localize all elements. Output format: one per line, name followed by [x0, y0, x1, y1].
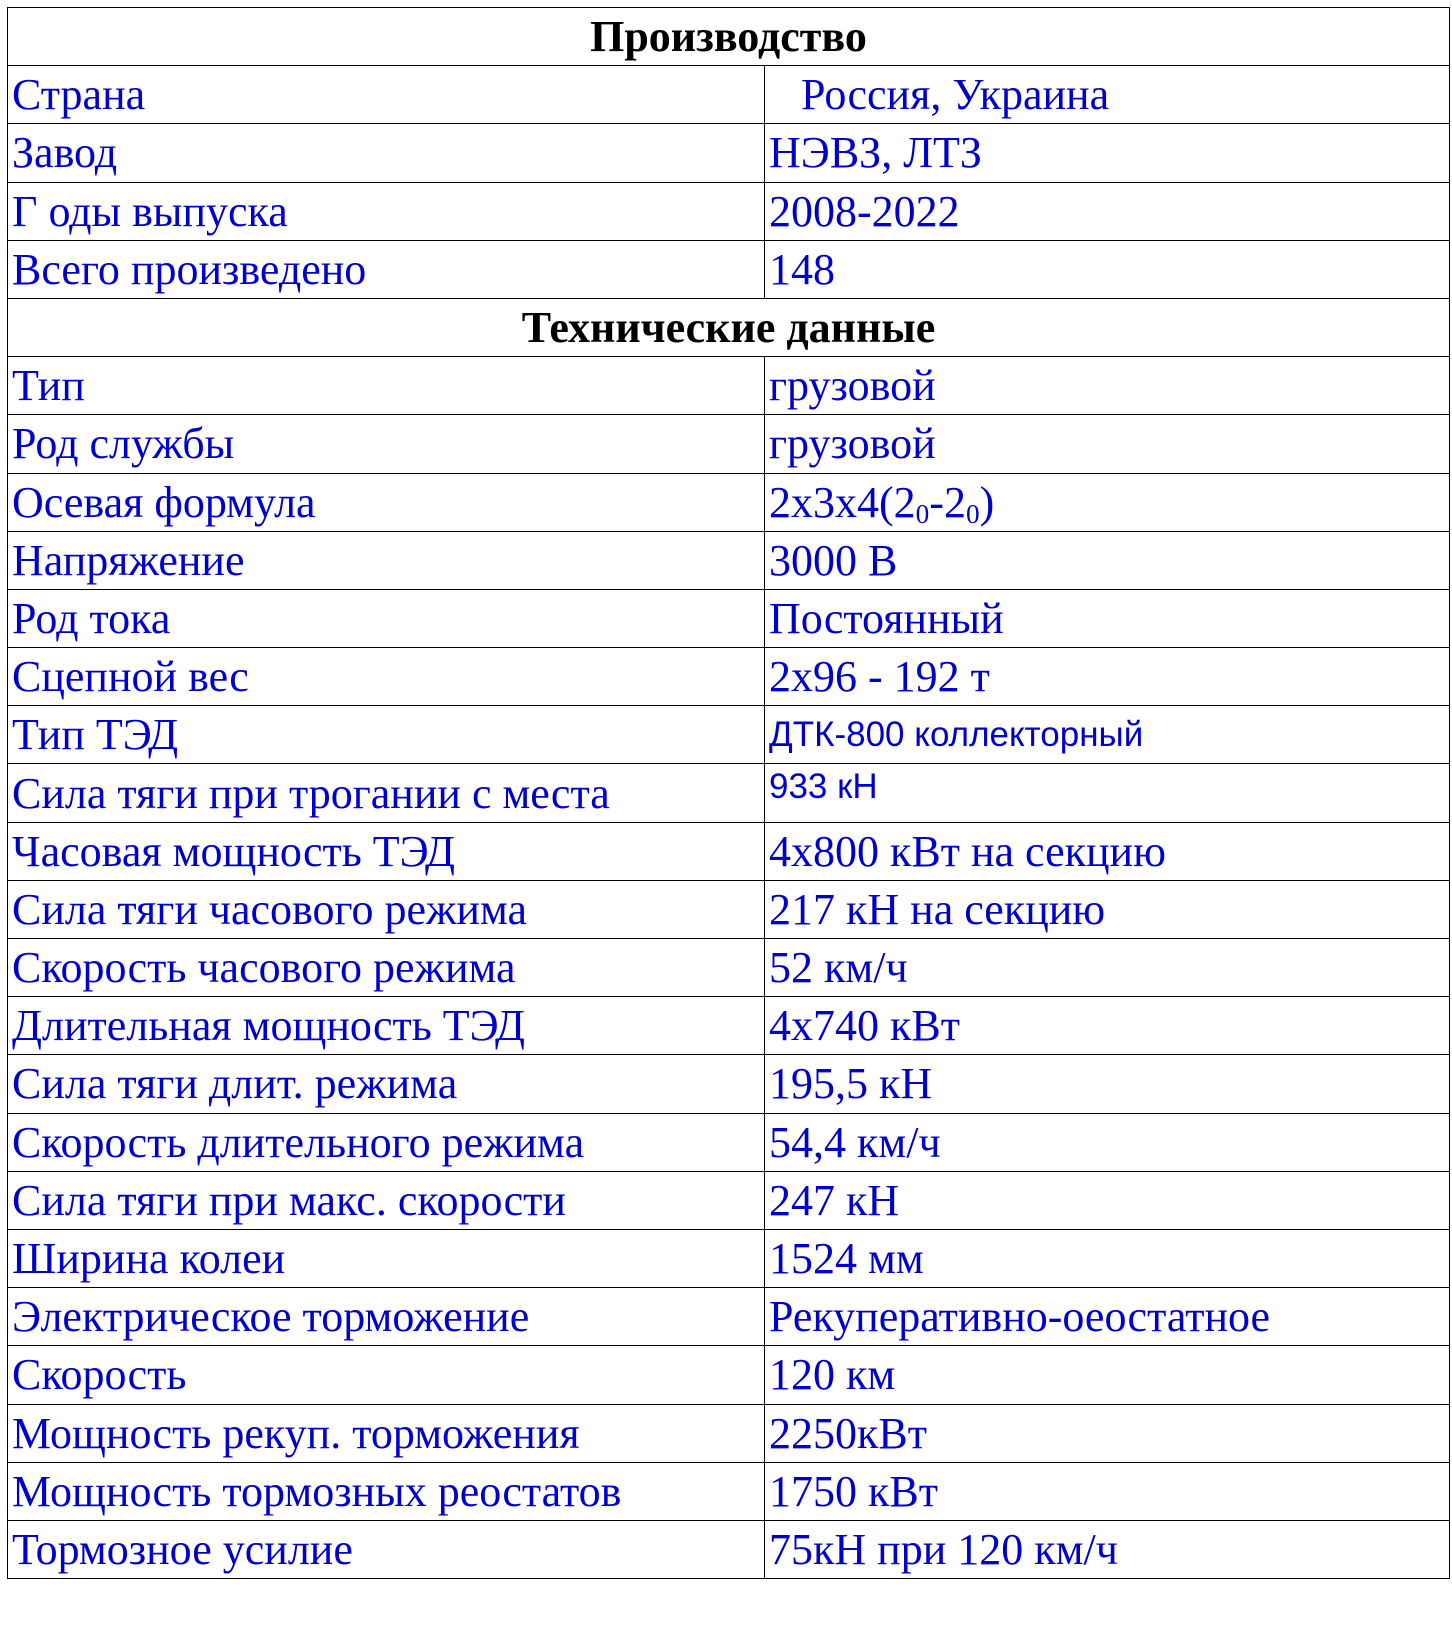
table-row [8, 1288, 1450, 1346]
table-row [8, 182, 1450, 240]
table-row [8, 240, 1450, 298]
param-value: 4х740 кВт [765, 997, 1450, 1055]
param-label: Осевая формула [8, 473, 765, 531]
param-value: 2х96 - 192 т [765, 648, 1450, 706]
table-row [8, 939, 1450, 997]
table-row [8, 764, 1450, 822]
table-row [8, 1229, 1450, 1287]
table-row [8, 706, 1450, 764]
table-row [8, 822, 1450, 880]
table-row [8, 589, 1450, 647]
param-label: Сила тяги длит. режима [8, 1055, 765, 1113]
param-label: Г оды выпуска [8, 182, 765, 240]
table-row [8, 880, 1450, 938]
section-title-technical: Технические данные [8, 298, 1450, 356]
table-row [8, 1520, 1450, 1578]
param-value: 4х800 кВт на секцию [765, 822, 1450, 880]
param-value: грузовой [765, 357, 1450, 415]
param-label: Страна [8, 66, 765, 124]
param-label: Часовая мощность ТЭД [8, 822, 765, 880]
param-label: Напряжение [8, 531, 765, 589]
axle-formula-part: ) [979, 477, 995, 527]
table-row [8, 531, 1450, 589]
table-row [8, 473, 1450, 531]
param-label: Мощность рекуп. торможения [8, 1404, 765, 1462]
param-label: Тормозное усилие [8, 1520, 765, 1578]
param-label: Сила тяги при макс. скорости [8, 1171, 765, 1229]
axle-formula-part: 2х3х4(2 [769, 477, 916, 527]
param-label: Скорость [8, 1346, 765, 1404]
param-value: НЭВЗ, ЛТЗ [765, 124, 1450, 182]
param-label: Род тока [8, 589, 765, 647]
locomotive-spec-table [7, 7, 1450, 1579]
param-label: Всего произведено [8, 240, 765, 298]
param-value: 54,4 км/ч [765, 1113, 1450, 1171]
param-value: 1524 мм [765, 1229, 1450, 1287]
param-value: 120 км [765, 1346, 1450, 1404]
param-value: 148 [765, 240, 1450, 298]
param-value: 3000 В [765, 531, 1450, 589]
table-row [8, 648, 1450, 706]
table-row [8, 124, 1450, 182]
table-row [8, 1404, 1450, 1462]
param-value-axle-formula [765, 473, 1450, 531]
param-value: Россия, Украина [765, 66, 1450, 124]
param-value: 217 кН на секцию [765, 880, 1450, 938]
table-row [8, 415, 1450, 473]
param-value: Рекуперативно-оеостатное [765, 1288, 1450, 1346]
table-row [8, 357, 1450, 415]
param-value: 195,5 кН [765, 1055, 1450, 1113]
param-value: 2008-2022 [765, 182, 1450, 240]
axle-formula-subscript: 0 [965, 498, 980, 529]
param-label: Тип [8, 357, 765, 415]
param-label: Завод [8, 124, 765, 182]
param-value: 933 кН [765, 764, 1450, 822]
table-row [8, 1055, 1450, 1113]
section-title-production: Производство [8, 8, 1450, 66]
param-value: 52 км/ч [765, 939, 1450, 997]
param-value: Постоянный [765, 589, 1450, 647]
param-value: грузовой [765, 415, 1450, 473]
param-label: Сила тяги часового режима [8, 880, 765, 938]
param-label: Тип ТЭД [8, 706, 765, 764]
section-header-row [8, 298, 1450, 356]
param-label: Скорость часового режима [8, 939, 765, 997]
table-row [8, 1113, 1450, 1171]
axle-formula-part: -2 [929, 477, 966, 527]
section-header-row [8, 8, 1450, 66]
param-value: ДТК-800 коллекторный [765, 706, 1450, 764]
table-row [8, 66, 1450, 124]
param-label: Скорость длительного режима [8, 1113, 765, 1171]
param-value: 1750 кВт [765, 1462, 1450, 1520]
table-row [8, 997, 1450, 1055]
table-row [8, 1462, 1450, 1520]
param-value: 2250кВт [765, 1404, 1450, 1462]
param-label: Мощность тормозных реостатов [8, 1462, 765, 1520]
param-value: 75кН при 120 км/ч [765, 1520, 1450, 1578]
param-label: Сцепной вес [8, 648, 765, 706]
axle-formula-subscript: 0 [915, 498, 930, 529]
param-label: Род службы [8, 415, 765, 473]
param-label: Электрическое торможение [8, 1288, 765, 1346]
param-label: Ширина колеи [8, 1229, 765, 1287]
param-label: Длительная мощность ТЭД [8, 997, 765, 1055]
table-row [8, 1171, 1450, 1229]
param-label: Сила тяги при трогании с места [8, 764, 765, 822]
table-row [8, 1346, 1450, 1404]
param-value: 247 кН [765, 1171, 1450, 1229]
